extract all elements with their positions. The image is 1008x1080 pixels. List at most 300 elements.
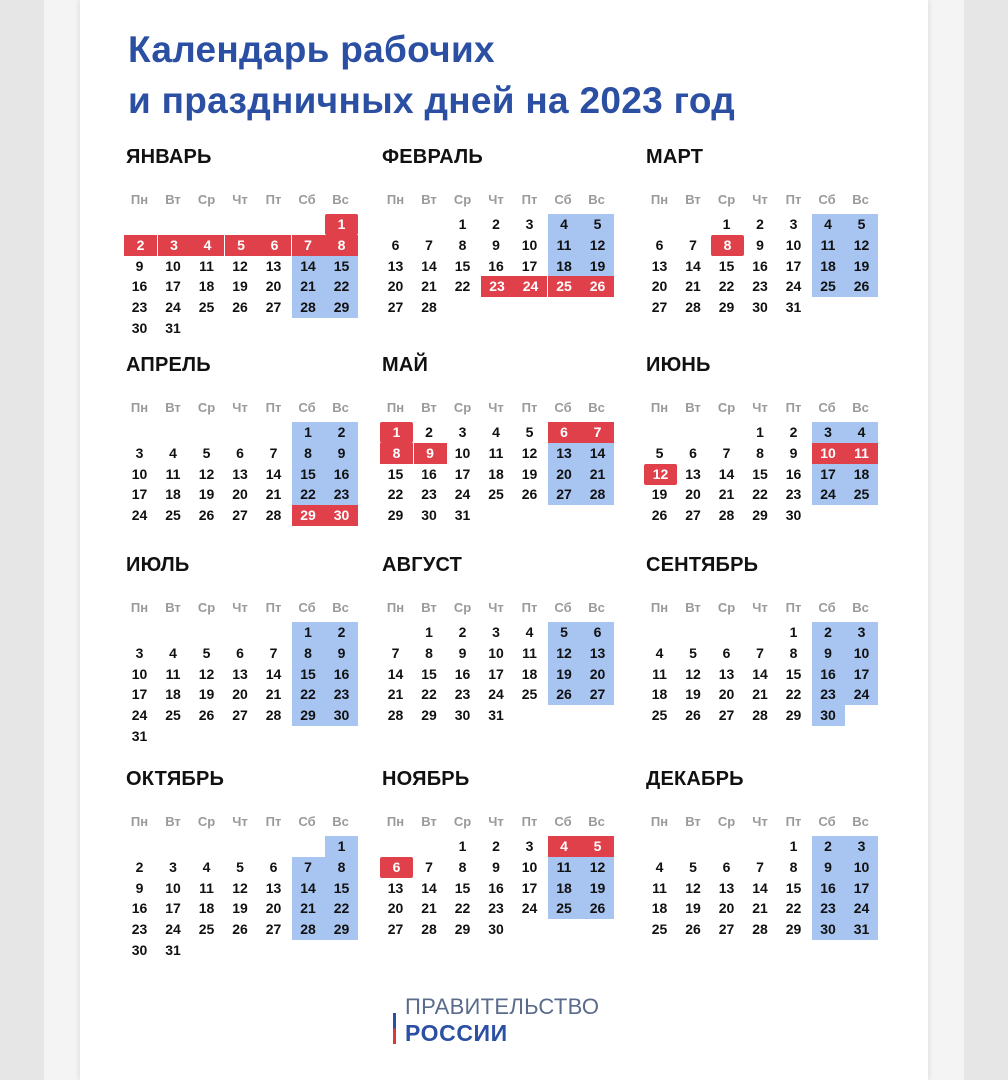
day-cell: 14 — [265, 665, 282, 682]
day-cell: 6 — [689, 444, 697, 461]
weekend-day-cell: 2 — [812, 622, 845, 643]
day-cell: 27 — [685, 507, 701, 524]
day-cell: 27 — [265, 299, 282, 316]
holiday-day-cell: 4 — [191, 235, 224, 256]
day-cell: 2 — [789, 424, 798, 440]
weekday-header: Пн — [650, 600, 669, 615]
day-cell: 13 — [232, 465, 248, 482]
weekend-day-cell: 28 — [292, 919, 325, 940]
day-cell: 25 — [198, 921, 215, 938]
weekday-header: Вт — [421, 600, 437, 615]
weekday-header: Пт — [521, 600, 538, 615]
day-cell: 21 — [752, 900, 768, 917]
day-cell: 6 — [269, 858, 278, 875]
weekday-header: Чт — [488, 600, 504, 615]
weekend-day-cell: 26 — [581, 898, 614, 919]
weekend-day-cell: 12 — [548, 643, 581, 664]
day-cell: 4 — [525, 624, 534, 640]
calendar-title-line2: и праздничных дней на 2023 год — [128, 80, 736, 121]
day-cell: 18 — [651, 686, 668, 703]
month-11 — [384, 770, 624, 970]
month-1 — [128, 148, 368, 348]
weekend-day-cell: 30 — [812, 919, 845, 940]
day-cell: 1 — [789, 838, 798, 854]
weekday-header: Пн — [130, 600, 149, 615]
weekend-day-cell: 24 — [845, 898, 878, 919]
day-cell: 8 — [425, 644, 433, 661]
weekend-day-cell: 17 — [845, 664, 878, 685]
month-name: НОЯБРЬ — [382, 768, 470, 790]
day-cell: 30 — [785, 507, 802, 524]
day-cell: 23 — [785, 486, 802, 503]
weekend-day-cell: 21 — [292, 898, 325, 919]
day-cell: 19 — [685, 686, 701, 703]
month-10 — [128, 770, 368, 970]
day-cell: 14 — [387, 665, 404, 682]
month-name: МАРТ — [646, 146, 704, 168]
weekday-header: Вт — [685, 192, 701, 207]
holiday-day-cell: 30 — [325, 505, 358, 526]
day-cell: 7 — [425, 858, 433, 875]
weekday-header: Сб — [554, 400, 572, 415]
holiday-day-cell: 4 — [548, 836, 581, 857]
day-cell: 28 — [265, 707, 282, 724]
weekend-day-cell: 30 — [325, 705, 358, 726]
day-cell: 21 — [421, 900, 437, 917]
weekend-day-cell: 22 — [292, 484, 325, 505]
day-cell: 18 — [198, 278, 215, 295]
weekend-day-cell: 1 — [292, 622, 325, 643]
weekend-day-cell: 16 — [325, 464, 358, 485]
weekend-day-cell: 2 — [325, 422, 358, 443]
weekday-header: Пт — [521, 814, 538, 829]
weekday-header: Ср — [717, 814, 736, 829]
calendar-title-line1: Календарь рабочих — [128, 29, 495, 70]
day-cell: 21 — [265, 486, 282, 503]
day-cell: 9 — [756, 236, 764, 253]
weekday-header: Чт — [752, 192, 768, 207]
holiday-day-cell: 3 — [158, 235, 191, 256]
holiday-day-cell: 29 — [292, 505, 325, 526]
weekend-day-cell: 24 — [845, 684, 878, 705]
weekday-header: Вт — [421, 400, 437, 415]
weekday-header: Сб — [298, 192, 316, 207]
weekend-day-cell: 27 — [548, 484, 581, 505]
day-cell: 16 — [785, 465, 802, 482]
day-cell: 13 — [651, 257, 668, 274]
day-cell: 26 — [685, 921, 701, 938]
day-cell: 10 — [521, 858, 538, 875]
day-cell: 9 — [458, 644, 467, 661]
month-7 — [128, 556, 368, 756]
day-cell: 30 — [131, 320, 148, 336]
day-cell: 16 — [131, 900, 148, 917]
weekday-header: Ср — [197, 600, 216, 615]
day-cell: 13 — [718, 879, 735, 896]
page-shadow-right — [928, 0, 964, 1080]
weekend-day-cell: 3 — [845, 622, 878, 643]
day-cell: 21 — [718, 486, 735, 503]
weekday-header: Вт — [165, 192, 181, 207]
weekday-header: Пн — [650, 814, 669, 829]
day-cell: 28 — [421, 299, 437, 316]
day-cell: 3 — [458, 424, 467, 440]
weekend-day-cell: 23 — [812, 898, 845, 919]
month-4 — [128, 356, 368, 556]
day-cell: 27 — [387, 921, 404, 938]
day-cell: 16 — [454, 665, 471, 682]
weekend-day-cell: 9 — [325, 643, 358, 664]
day-cell: 11 — [522, 644, 537, 661]
day-cell: 9 — [789, 444, 798, 461]
day-cell: 30 — [131, 942, 148, 958]
weekday-header: Чт — [752, 814, 768, 829]
day-cell: 17 — [521, 257, 538, 274]
day-cell: 3 — [169, 858, 177, 875]
day-cell: 10 — [131, 465, 148, 482]
weekend-day-cell: 19 — [548, 664, 581, 685]
day-cell: 22 — [454, 900, 471, 917]
weekend-day-cell: 10 — [845, 643, 878, 664]
day-cell: 12 — [685, 879, 701, 896]
weekend-day-cell: 27 — [581, 684, 614, 705]
day-cell: 10 — [454, 444, 471, 461]
day-cell: 26 — [198, 707, 215, 724]
day-cell: 3 — [525, 838, 534, 854]
day-cell: 8 — [756, 444, 764, 461]
day-cell: 31 — [165, 942, 181, 958]
holiday-day-cell: 6 — [380, 857, 413, 878]
day-cell: 24 — [165, 921, 181, 938]
weekday-header: Чт — [232, 400, 248, 415]
day-cell: 5 — [202, 644, 211, 661]
day-cell: 3 — [135, 644, 144, 661]
day-cell: 26 — [232, 299, 248, 316]
month-8 — [384, 556, 624, 756]
day-cell: 22 — [752, 486, 768, 503]
weekend-day-cell: 2 — [812, 836, 845, 857]
holiday-day-cell: 26 — [581, 276, 614, 297]
day-cell: 24 — [131, 507, 148, 524]
day-cell: 10 — [165, 257, 181, 274]
day-cell: 1 — [789, 624, 798, 640]
weekend-day-cell: 13 — [548, 443, 581, 464]
weekday-header: Пт — [785, 400, 802, 415]
weekend-day-cell: 6 — [581, 622, 614, 643]
month-3 — [648, 148, 888, 348]
day-cell: 25 — [488, 486, 504, 503]
day-cell: 22 — [454, 278, 471, 295]
weekday-header: Пн — [650, 400, 669, 415]
weekend-day-cell: 18 — [812, 256, 845, 277]
day-cell: 27 — [232, 707, 248, 724]
day-cell: 15 — [387, 465, 404, 482]
weekday-header: Вт — [421, 814, 437, 829]
day-cell: 30 — [488, 921, 504, 938]
weekend-day-cell: 9 — [812, 643, 845, 664]
day-cell: 20 — [685, 486, 701, 503]
day-cell: 24 — [488, 686, 504, 703]
day-cell: 11 — [652, 879, 667, 896]
day-cell: 29 — [718, 299, 735, 316]
weekend-day-cell: 9 — [812, 857, 845, 878]
day-cell: 17 — [521, 879, 538, 896]
day-cell: 28 — [718, 507, 735, 524]
weekday-header: Сб — [554, 814, 572, 829]
day-cell: 24 — [521, 900, 538, 917]
holiday-day-cell: 9 — [414, 443, 447, 464]
day-cell: 7 — [269, 644, 278, 661]
day-cell: 22 — [785, 686, 802, 703]
weekend-day-cell: 3 — [845, 836, 878, 857]
weekend-day-cell: 3 — [812, 422, 845, 443]
day-cell: 9 — [492, 236, 500, 253]
weekend-day-cell: 25 — [548, 898, 581, 919]
day-cell: 31 — [785, 299, 802, 316]
weekday-header: Вс — [588, 600, 605, 615]
day-cell: 20 — [387, 900, 404, 917]
day-cell: 17 — [785, 257, 802, 274]
day-cell: 13 — [387, 257, 404, 274]
weekday-header: Пт — [265, 400, 282, 415]
day-cell: 31 — [131, 728, 148, 744]
day-cell: 26 — [685, 707, 701, 724]
day-cell: 27 — [651, 299, 668, 316]
day-cell: 29 — [387, 507, 404, 524]
weekday-header: Пн — [386, 400, 405, 415]
weekday-header: Пн — [386, 192, 405, 207]
weekend-day-cell: 10 — [845, 857, 878, 878]
day-cell: 12 — [232, 257, 248, 274]
weekday-header: Ср — [197, 192, 216, 207]
holiday-day-cell: 23 — [481, 276, 514, 297]
day-cell: 17 — [454, 465, 471, 482]
weekend-day-cell: 18 — [548, 256, 581, 277]
weekday-header: Вс — [588, 192, 605, 207]
day-cell: 4 — [655, 858, 664, 875]
day-cell: 21 — [752, 686, 768, 703]
day-cell: 4 — [655, 644, 664, 661]
weekday-header: Сб — [298, 400, 316, 415]
weekday-header: Пн — [130, 814, 149, 829]
weekend-day-cell: 2 — [325, 622, 358, 643]
day-cell: 2 — [492, 216, 500, 232]
day-cell: 5 — [236, 858, 244, 875]
weekend-day-cell: 8 — [292, 443, 325, 464]
day-cell: 18 — [521, 665, 538, 682]
day-cell: 15 — [752, 465, 768, 482]
weekday-header: Ср — [717, 400, 736, 415]
weekend-day-cell: 22 — [325, 898, 358, 919]
weekend-day-cell: 11 — [548, 235, 581, 256]
weekday-header: Вт — [685, 400, 701, 415]
day-cell: 15 — [785, 665, 802, 682]
day-cell: 10 — [521, 236, 538, 253]
weekday-header: Вс — [332, 814, 349, 829]
day-cell: 4 — [492, 424, 500, 440]
day-cell: 22 — [785, 900, 802, 917]
day-cell: 11 — [165, 465, 181, 482]
day-cell: 23 — [752, 278, 768, 295]
weekend-day-cell: 17 — [845, 878, 878, 899]
day-cell: 9 — [135, 879, 144, 896]
holiday-day-cell: 25 — [548, 276, 581, 297]
weekday-header: Пн — [386, 814, 405, 829]
calendar-title — [128, 24, 735, 126]
weekday-header: Чт — [752, 600, 768, 615]
day-cell: 8 — [458, 236, 467, 253]
weekend-day-cell: 18 — [845, 464, 878, 485]
weekday-header: Вс — [332, 400, 349, 415]
weekday-header: Вс — [588, 814, 605, 829]
weekend-day-cell: 19 — [845, 256, 878, 277]
day-cell: 23 — [488, 900, 504, 917]
weekday-header: Чт — [232, 600, 248, 615]
day-cell: 8 — [458, 858, 467, 875]
day-cell: 14 — [265, 465, 282, 482]
day-cell: 27 — [718, 707, 735, 724]
day-cell: 3 — [135, 444, 144, 461]
month-name: СЕНТЯБРЬ — [646, 554, 759, 576]
weekday-header: Пн — [130, 192, 149, 207]
day-cell: 6 — [722, 858, 731, 875]
weekday-header: Чт — [752, 400, 768, 415]
weekday-header: Пт — [785, 192, 802, 207]
weekday-header: Пт — [265, 814, 282, 829]
day-cell: 13 — [387, 879, 404, 896]
weekday-header: Вт — [165, 814, 181, 829]
day-cell: 20 — [718, 900, 735, 917]
weekday-header: Сб — [298, 814, 316, 829]
day-cell: 10 — [165, 879, 181, 896]
weekend-day-cell: 19 — [581, 878, 614, 899]
day-cell: 15 — [785, 879, 802, 896]
weekend-day-cell: 14 — [581, 443, 614, 464]
day-cell: 29 — [785, 707, 802, 724]
day-cell: 12 — [521, 444, 538, 461]
weekend-day-cell: 25 — [845, 484, 878, 505]
weekday-header: Ср — [453, 600, 472, 615]
day-cell: 16 — [488, 257, 504, 274]
day-cell: 12 — [685, 665, 701, 682]
month-name: АПРЕЛЬ — [126, 354, 211, 376]
weekday-header: Вс — [852, 600, 869, 615]
day-cell: 20 — [265, 900, 282, 917]
day-cell: 6 — [236, 644, 244, 661]
day-cell: 5 — [689, 858, 697, 875]
day-cell: 10 — [131, 665, 148, 682]
day-cell: 6 — [722, 644, 731, 661]
day-cell: 3 — [525, 216, 534, 232]
day-cell: 13 — [718, 665, 735, 682]
holiday-day-cell: 8 — [325, 235, 358, 256]
weekend-day-cell: 31 — [845, 919, 878, 940]
logo-line2: РОССИИ — [405, 1020, 508, 1046]
day-cell: 6 — [655, 236, 664, 253]
day-cell: 19 — [232, 900, 248, 917]
holiday-day-cell: 7 — [581, 422, 614, 443]
day-cell: 29 — [785, 921, 802, 938]
weekday-header: Сб — [818, 192, 836, 207]
day-cell: 28 — [265, 507, 282, 524]
day-cell: 25 — [651, 921, 668, 938]
day-cell: 15 — [454, 879, 471, 896]
weekday-header: Сб — [818, 600, 836, 615]
day-cell: 14 — [752, 879, 768, 896]
weekend-day-cell: 9 — [325, 443, 358, 464]
month-name: ЯНВАРЬ — [126, 146, 212, 168]
day-cell: 14 — [685, 257, 701, 274]
holiday-day-cell: 6 — [548, 422, 581, 443]
weekend-day-cell: 12 — [581, 235, 614, 256]
day-cell: 9 — [135, 257, 144, 274]
holiday-day-cell: 7 — [292, 235, 325, 256]
day-cell: 5 — [689, 644, 697, 661]
day-cell: 17 — [165, 900, 181, 917]
weekday-header: Пн — [130, 400, 149, 415]
weekend-day-cell: 8 — [292, 643, 325, 664]
month-name: ФЕВРАЛЬ — [382, 146, 483, 168]
day-cell: 1 — [458, 838, 467, 854]
weekend-day-cell: 29 — [325, 297, 358, 318]
weekday-header: Пт — [521, 400, 538, 415]
weekday-header: Пт — [785, 600, 802, 615]
weekday-header: Сб — [298, 600, 316, 615]
day-cell: 12 — [198, 665, 215, 682]
weekday-header: Сб — [554, 192, 572, 207]
weekend-day-cell: 14 — [292, 256, 325, 277]
weekday-header: Ср — [717, 192, 736, 207]
day-cell: 15 — [718, 257, 735, 274]
day-cell: 15 — [454, 257, 471, 274]
weekend-day-cell: 29 — [292, 705, 325, 726]
month-name: ИЮЛЬ — [126, 554, 190, 576]
weekday-header: Ср — [717, 600, 736, 615]
holiday-day-cell: 10 — [812, 443, 845, 464]
weekend-day-cell: 25 — [812, 276, 845, 297]
weekday-header: Вс — [588, 400, 605, 415]
weekday-header: Сб — [818, 400, 836, 415]
day-cell: 16 — [752, 257, 768, 274]
weekend-day-cell: 4 — [812, 214, 845, 235]
day-cell: 22 — [421, 686, 437, 703]
day-cell: 17 — [131, 486, 148, 503]
month-name: АВГУСТ — [382, 554, 463, 576]
day-cell: 11 — [199, 257, 214, 274]
day-cell: 13 — [265, 257, 282, 274]
day-cell: 7 — [391, 644, 400, 661]
month-name: ИЮНЬ — [646, 354, 711, 376]
holiday-day-cell: 8 — [711, 235, 744, 256]
day-cell: 19 — [198, 486, 215, 503]
day-cell: 2 — [756, 216, 764, 232]
day-cell: 11 — [488, 444, 504, 461]
day-cell: 11 — [199, 879, 214, 896]
day-cell: 5 — [655, 444, 664, 461]
day-cell: 21 — [265, 686, 282, 703]
weekday-header: Пт — [521, 192, 538, 207]
weekday-header: Вт — [165, 600, 181, 615]
day-cell: 24 — [785, 278, 802, 295]
day-cell: 14 — [752, 665, 768, 682]
day-cell: 7 — [756, 858, 764, 875]
weekday-header: Вс — [332, 600, 349, 615]
day-cell: 19 — [198, 686, 215, 703]
day-cell: 18 — [198, 900, 215, 917]
day-cell: 25 — [198, 299, 215, 316]
day-cell: 21 — [387, 686, 404, 703]
day-cell: 10 — [488, 644, 504, 661]
